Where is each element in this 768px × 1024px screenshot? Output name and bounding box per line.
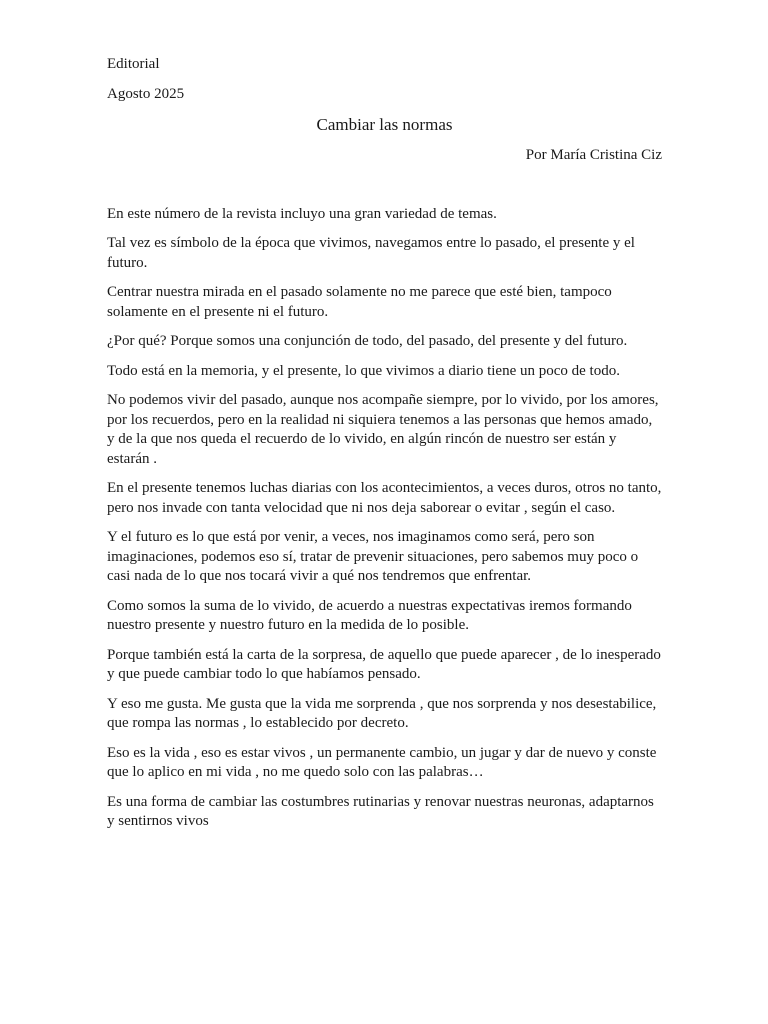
paragraph-7: En el presente tenemos luchas diarias con los acontecimientos, a veces duros, otros no tanto, pero nos invade con tanta velocidad que ni nos deja saborear o evitar , según el caso.: [107, 480, 662, 516]
article-body: [107, 205, 662, 832]
paragraph-11: Y eso me gusta. Me gusta que la vida me sorprenda , que nos sorprenda y nos desestabilice, que rompa las normas , lo establecido por decreto.: [107, 695, 657, 731]
paragraph-4: ¿Por qué? Porque somos una conjunción de todo, del pasado, del presente y del futuro.: [107, 333, 628, 349]
article-title: Cambiar las normas: [316, 115, 453, 134]
author-byline: Por María Cristina Ciz: [525, 147, 662, 163]
paragraph-3: Centrar nuestra mirada en el pasado solamente no me parece que esté bien, tampoco solamente en el presente ni el futuro.: [107, 284, 612, 320]
paragraph-5: Todo está en la memoria, y el presente, lo que vivimos a diario tiene un poco de todo.: [107, 362, 620, 379]
paragraph-9: Como somos la suma de lo vivido, de acuerdo a nuestras expectativas iremos formando nuestro presente y nuestro futuro en la medida de lo posible.: [107, 597, 632, 633]
issue-date: Agosto 2025: [107, 85, 185, 102]
paragraph-1: En este número de la revista incluyo una gran variedad de temas.: [107, 205, 497, 222]
paragraph-6: No podemos vivir del pasado, aunque nos acompañe siempre, por lo vivido, por los amores, por los recuerdos, pero en la realidad ni siquiera tenemos a las personas que hemos amado, y de la que nos queda el recuerdo de lo vivido, en algún rincón de nuestro ser están y estarán .: [107, 392, 659, 467]
paragraph-8: Y el futuro es lo que está por venir, a veces, nos imaginamos como será, pero son imaginaciones, podemos eso sí, tratar de prevenir situaciones, pero sabemos muy poco o casi nada de lo que nos tocará vivir a qué nos tendremos que enfrentar.: [107, 529, 639, 584]
paragraph-2: Tal vez es símbolo de la época que vivimos, navegamos entre lo pasado, el presente y el futuro.: [107, 235, 635, 271]
paragraph-10: Porque también está la carta de la sorpresa, de aquello que puede aparecer , de lo inesperado y que puede cambiar todo lo que habíamos pensado.: [107, 646, 661, 682]
section-label: Editorial: [107, 56, 160, 72]
paragraph-13: Es una forma de cambiar las costumbres rutinarias y renovar nuestras neuronas, adaptarnos y sentirnos vivos: [107, 793, 654, 829]
paragraph-12: Eso es la vida , eso es estar vivos , un permanente cambio, un jugar y dar de nuevo y conste que lo aplico en mi vida , no me quedo solo con las palabras…: [107, 744, 657, 780]
